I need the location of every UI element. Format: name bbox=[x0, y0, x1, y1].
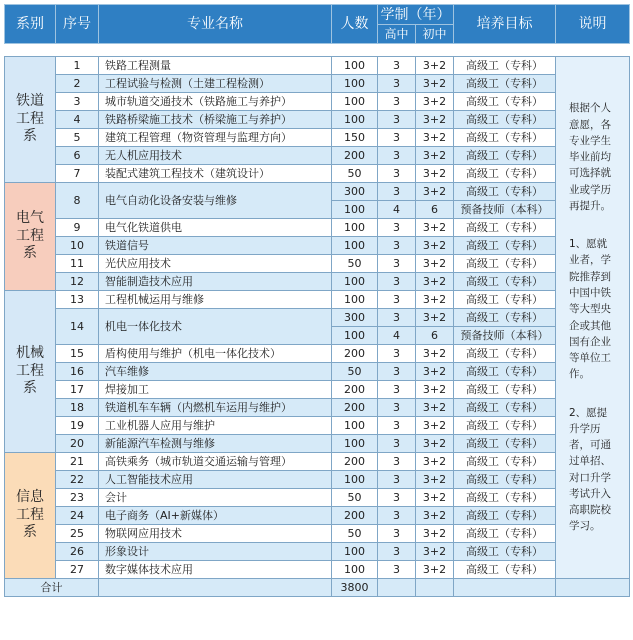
row-seq: 16 bbox=[56, 363, 99, 381]
row-goal: 高级工（专科） bbox=[454, 255, 556, 273]
row-goal: 高级工（专科） bbox=[454, 453, 556, 471]
row-middle: 3+2 bbox=[416, 417, 454, 435]
row-count: 100 bbox=[332, 291, 378, 309]
row-high: 4 bbox=[378, 327, 416, 345]
row-major-name: 电气化铁道供电 bbox=[99, 219, 332, 237]
row-count: 100 bbox=[332, 471, 378, 489]
row-high: 3 bbox=[378, 345, 416, 363]
row-seq: 10 bbox=[56, 237, 99, 255]
row-high: 3 bbox=[378, 183, 416, 201]
row-goal: 高级工（专科） bbox=[454, 543, 556, 561]
row-high: 3 bbox=[378, 219, 416, 237]
table-row bbox=[5, 453, 630, 471]
total-value: 3800 bbox=[332, 579, 378, 597]
row-middle: 3+2 bbox=[416, 93, 454, 111]
row-seq: 21 bbox=[56, 453, 99, 471]
row-goal: 高级工（专科） bbox=[454, 147, 556, 165]
table-row bbox=[5, 471, 630, 489]
row-middle: 3+2 bbox=[416, 543, 454, 561]
table-row bbox=[5, 147, 630, 165]
row-count: 100 bbox=[332, 273, 378, 291]
row-middle: 3+2 bbox=[416, 147, 454, 165]
row-high: 3 bbox=[378, 273, 416, 291]
row-major-name: 铁道机车车辆（内燃机车运用与维护） bbox=[99, 399, 332, 417]
row-count: 200 bbox=[332, 147, 378, 165]
row-count: 100 bbox=[332, 561, 378, 579]
row-goal: 高级工（专科） bbox=[454, 381, 556, 399]
row-seq: 26 bbox=[56, 543, 99, 561]
row-high: 3 bbox=[378, 75, 416, 93]
row-count: 200 bbox=[332, 507, 378, 525]
header-high: 高中 bbox=[378, 25, 416, 44]
row-goal: 高级工（专科） bbox=[454, 237, 556, 255]
row-major-name: 无人机应用技术 bbox=[99, 147, 332, 165]
row-middle: 3+2 bbox=[416, 183, 454, 201]
row-goal: 高级工（专科） bbox=[454, 165, 556, 183]
row-middle: 3+2 bbox=[416, 57, 454, 75]
table-row bbox=[5, 219, 630, 237]
row-goal: 高级工（专科） bbox=[454, 291, 556, 309]
row-major-name: 新能源汽车检测与维修 bbox=[99, 435, 332, 453]
row-middle: 3+2 bbox=[416, 255, 454, 273]
row-middle: 3+2 bbox=[416, 309, 454, 327]
table-row bbox=[5, 363, 630, 381]
row-goal: 高级工（专科） bbox=[454, 561, 556, 579]
row-high: 4 bbox=[378, 201, 416, 219]
row-count: 150 bbox=[332, 129, 378, 147]
row-middle: 3+2 bbox=[416, 453, 454, 471]
row-goal: 高级工（专科） bbox=[454, 129, 556, 147]
total-blank bbox=[99, 579, 332, 597]
row-goal: 高级工（专科） bbox=[454, 489, 556, 507]
row-count: 100 bbox=[332, 111, 378, 129]
row-middle: 3+2 bbox=[416, 291, 454, 309]
row-middle: 3+2 bbox=[416, 399, 454, 417]
note-paragraph: 1、愿就业者，学院推荐到中国中铁等大型央企或其他国有企业等单位工作。 bbox=[569, 238, 611, 381]
row-major-name: 电子商务（AI+新媒体） bbox=[99, 507, 332, 525]
row-middle: 3+2 bbox=[416, 273, 454, 291]
enrollment-table-container bbox=[4, 4, 630, 597]
total-row bbox=[5, 579, 630, 597]
row-goal: 高级工（专科） bbox=[454, 93, 556, 111]
row-major-name: 高铁乘务（城市轨道交通运输与管理） bbox=[99, 453, 332, 471]
row-seq: 25 bbox=[56, 525, 99, 543]
total-blank bbox=[556, 579, 630, 597]
note-paragraph: 2、愿提升学历者，可通过单招、对口升学考试升入高职院校学习。 bbox=[569, 406, 611, 533]
row-middle: 3+2 bbox=[416, 165, 454, 183]
header-note: 说明 bbox=[556, 5, 630, 44]
total-blank bbox=[454, 579, 556, 597]
row-middle: 3+2 bbox=[416, 507, 454, 525]
row-high: 3 bbox=[378, 129, 416, 147]
note-paragraph: 根据个人意愿，各专业学生毕业前均可选择就业或学历再提升。 bbox=[569, 102, 611, 212]
row-goal: 高级工（专科） bbox=[454, 345, 556, 363]
row-major-name: 工业机器人应用与维护 bbox=[99, 417, 332, 435]
row-goal: 高级工（专科） bbox=[454, 417, 556, 435]
header-count: 人数 bbox=[332, 5, 378, 44]
row-seq: 22 bbox=[56, 471, 99, 489]
row-high: 3 bbox=[378, 363, 416, 381]
row-high: 3 bbox=[378, 399, 416, 417]
row-high: 3 bbox=[378, 93, 416, 111]
table-row bbox=[5, 489, 630, 507]
row-major-name: 工程机械运用与维修 bbox=[99, 291, 332, 309]
row-goal: 高级工（专科） bbox=[454, 507, 556, 525]
row-count: 100 bbox=[332, 75, 378, 93]
row-seq: 18 bbox=[56, 399, 99, 417]
row-seq: 7 bbox=[56, 165, 99, 183]
row-middle: 6 bbox=[416, 201, 454, 219]
row-seq: 5 bbox=[56, 129, 99, 147]
header-dept: 系别 bbox=[5, 5, 56, 44]
row-middle: 3+2 bbox=[416, 219, 454, 237]
row-major-name: 盾构使用与维护（机电一体化技术） bbox=[99, 345, 332, 363]
table-row bbox=[5, 309, 630, 327]
row-middle: 3+2 bbox=[416, 129, 454, 147]
row-middle: 3+2 bbox=[416, 525, 454, 543]
row-goal: 高级工（专科） bbox=[454, 435, 556, 453]
row-high: 3 bbox=[378, 111, 416, 129]
row-count: 300 bbox=[332, 183, 378, 201]
row-goal: 高级工（专科） bbox=[454, 399, 556, 417]
department-cell: 机械工程系 bbox=[5, 291, 56, 453]
row-high: 3 bbox=[378, 525, 416, 543]
department-cell: 信息工程系 bbox=[5, 453, 56, 579]
row-high: 3 bbox=[378, 381, 416, 399]
row-seq: 20 bbox=[56, 435, 99, 453]
row-high: 3 bbox=[378, 147, 416, 165]
header-middle: 初中 bbox=[416, 25, 454, 44]
row-high: 3 bbox=[378, 471, 416, 489]
row-middle: 3+2 bbox=[416, 471, 454, 489]
row-high: 3 bbox=[378, 435, 416, 453]
row-seq: 19 bbox=[56, 417, 99, 435]
table-row bbox=[5, 165, 630, 183]
row-goal: 高级工（专科） bbox=[454, 57, 556, 75]
row-high: 3 bbox=[378, 453, 416, 471]
row-major-name: 机电一体化技术 bbox=[99, 309, 332, 345]
row-middle: 3+2 bbox=[416, 345, 454, 363]
row-goal: 高级工（专科） bbox=[454, 273, 556, 291]
row-goal: 高级工（专科） bbox=[454, 111, 556, 129]
table-row bbox=[5, 417, 630, 435]
header-major: 专业名称 bbox=[99, 5, 332, 44]
row-seq: 17 bbox=[56, 381, 99, 399]
row-goal: 预备技师（本科） bbox=[454, 327, 556, 345]
row-high: 3 bbox=[378, 237, 416, 255]
row-major-name: 城市轨道交通技术（铁路施工与养护） bbox=[99, 93, 332, 111]
table-row bbox=[5, 75, 630, 93]
table-row bbox=[5, 345, 630, 363]
total-blank bbox=[378, 579, 416, 597]
header-goal: 培养目标 bbox=[454, 5, 556, 44]
row-count: 200 bbox=[332, 453, 378, 471]
table-row bbox=[5, 273, 630, 291]
row-count: 200 bbox=[332, 345, 378, 363]
row-high: 3 bbox=[378, 291, 416, 309]
row-goal: 高级工（专科） bbox=[454, 75, 556, 93]
row-seq: 2 bbox=[56, 75, 99, 93]
total-blank bbox=[416, 579, 454, 597]
row-high: 3 bbox=[378, 417, 416, 435]
row-count: 100 bbox=[332, 219, 378, 237]
row-count: 300 bbox=[332, 309, 378, 327]
header-seq: 序号 bbox=[56, 5, 99, 44]
row-middle: 3+2 bbox=[416, 363, 454, 381]
row-major-name: 形象设计 bbox=[99, 543, 332, 561]
row-count: 100 bbox=[332, 201, 378, 219]
row-count: 100 bbox=[332, 327, 378, 345]
row-seq: 27 bbox=[56, 561, 99, 579]
row-count: 100 bbox=[332, 57, 378, 75]
row-high: 3 bbox=[378, 309, 416, 327]
department-cell: 铁道工程系 bbox=[5, 57, 56, 183]
row-middle: 3+2 bbox=[416, 435, 454, 453]
table-row bbox=[5, 525, 630, 543]
table-row bbox=[5, 57, 630, 75]
row-seq: 3 bbox=[56, 93, 99, 111]
row-count: 50 bbox=[332, 165, 378, 183]
row-major-name: 光伏应用技术 bbox=[99, 255, 332, 273]
row-goal: 高级工（专科） bbox=[454, 471, 556, 489]
row-major-name: 铁路桥梁施工技术（桥梁施工与养护） bbox=[99, 111, 332, 129]
row-high: 3 bbox=[378, 165, 416, 183]
row-seq: 9 bbox=[56, 219, 99, 237]
row-high: 3 bbox=[378, 255, 416, 273]
row-middle: 3+2 bbox=[416, 561, 454, 579]
row-seq: 4 bbox=[56, 111, 99, 129]
row-goal: 高级工（专科） bbox=[454, 525, 556, 543]
table-row bbox=[5, 255, 630, 273]
department-cell: 电气工程系 bbox=[5, 183, 56, 291]
row-count: 100 bbox=[332, 543, 378, 561]
row-high: 3 bbox=[378, 561, 416, 579]
row-count: 200 bbox=[332, 399, 378, 417]
header-duration: 学制（年） bbox=[378, 5, 454, 25]
table-row bbox=[5, 561, 630, 579]
row-seq: 14 bbox=[56, 309, 99, 345]
row-middle: 3+2 bbox=[416, 237, 454, 255]
row-major-name: 工程试验与检测（土建工程检测） bbox=[99, 75, 332, 93]
row-major-name: 焊接加工 bbox=[99, 381, 332, 399]
table-row bbox=[5, 291, 630, 309]
row-middle: 3+2 bbox=[416, 489, 454, 507]
note-cell bbox=[556, 57, 630, 579]
table-row bbox=[5, 507, 630, 525]
row-major-name: 汽车维修 bbox=[99, 363, 332, 381]
row-count: 100 bbox=[332, 435, 378, 453]
row-major-name: 装配式建筑工程技术（建筑设计） bbox=[99, 165, 332, 183]
table-row bbox=[5, 399, 630, 417]
row-goal: 高级工（专科） bbox=[454, 219, 556, 237]
row-count: 100 bbox=[332, 237, 378, 255]
table-row bbox=[5, 111, 630, 129]
row-seq: 24 bbox=[56, 507, 99, 525]
row-count: 50 bbox=[332, 255, 378, 273]
table-row bbox=[5, 183, 630, 201]
row-middle: 6 bbox=[416, 327, 454, 345]
table-row bbox=[5, 543, 630, 561]
row-middle: 3+2 bbox=[416, 75, 454, 93]
row-seq: 6 bbox=[56, 147, 99, 165]
row-seq: 11 bbox=[56, 255, 99, 273]
row-major-name: 电气自动化设备安装与维修 bbox=[99, 183, 332, 219]
row-major-name: 智能制造技术应用 bbox=[99, 273, 332, 291]
row-seq: 8 bbox=[56, 183, 99, 219]
table-row bbox=[5, 435, 630, 453]
row-middle: 3+2 bbox=[416, 381, 454, 399]
row-goal: 高级工（专科） bbox=[454, 309, 556, 327]
row-count: 50 bbox=[332, 525, 378, 543]
table-row bbox=[5, 93, 630, 111]
row-goal: 高级工（专科） bbox=[454, 363, 556, 381]
table-row bbox=[5, 129, 630, 147]
total-label: 合计 bbox=[5, 579, 99, 597]
row-goal: 高级工（专科） bbox=[454, 183, 556, 201]
row-seq: 12 bbox=[56, 273, 99, 291]
row-high: 3 bbox=[378, 489, 416, 507]
row-seq: 15 bbox=[56, 345, 99, 363]
table-row bbox=[5, 381, 630, 399]
row-major-name: 物联网应用技术 bbox=[99, 525, 332, 543]
row-major-name: 建筑工程管理（物资管理与监理方向） bbox=[99, 129, 332, 147]
row-seq: 13 bbox=[56, 291, 99, 309]
row-major-name: 人工智能技术应用 bbox=[99, 471, 332, 489]
row-major-name: 数字媒体技术应用 bbox=[99, 561, 332, 579]
row-count: 50 bbox=[332, 489, 378, 507]
row-goal: 预备技师（本科） bbox=[454, 201, 556, 219]
table-body bbox=[5, 57, 630, 597]
row-count: 100 bbox=[332, 93, 378, 111]
row-count: 100 bbox=[332, 417, 378, 435]
row-middle: 3+2 bbox=[416, 111, 454, 129]
table-row bbox=[5, 237, 630, 255]
enrollment-table bbox=[4, 4, 630, 597]
row-major-name: 铁路工程测量 bbox=[99, 57, 332, 75]
row-high: 3 bbox=[378, 507, 416, 525]
row-high: 3 bbox=[378, 57, 416, 75]
row-high: 3 bbox=[378, 543, 416, 561]
row-seq: 1 bbox=[56, 57, 99, 75]
row-count: 200 bbox=[332, 381, 378, 399]
row-major-name: 会计 bbox=[99, 489, 332, 507]
row-major-name: 铁道信号 bbox=[99, 237, 332, 255]
row-seq: 23 bbox=[56, 489, 99, 507]
row-count: 50 bbox=[332, 363, 378, 381]
